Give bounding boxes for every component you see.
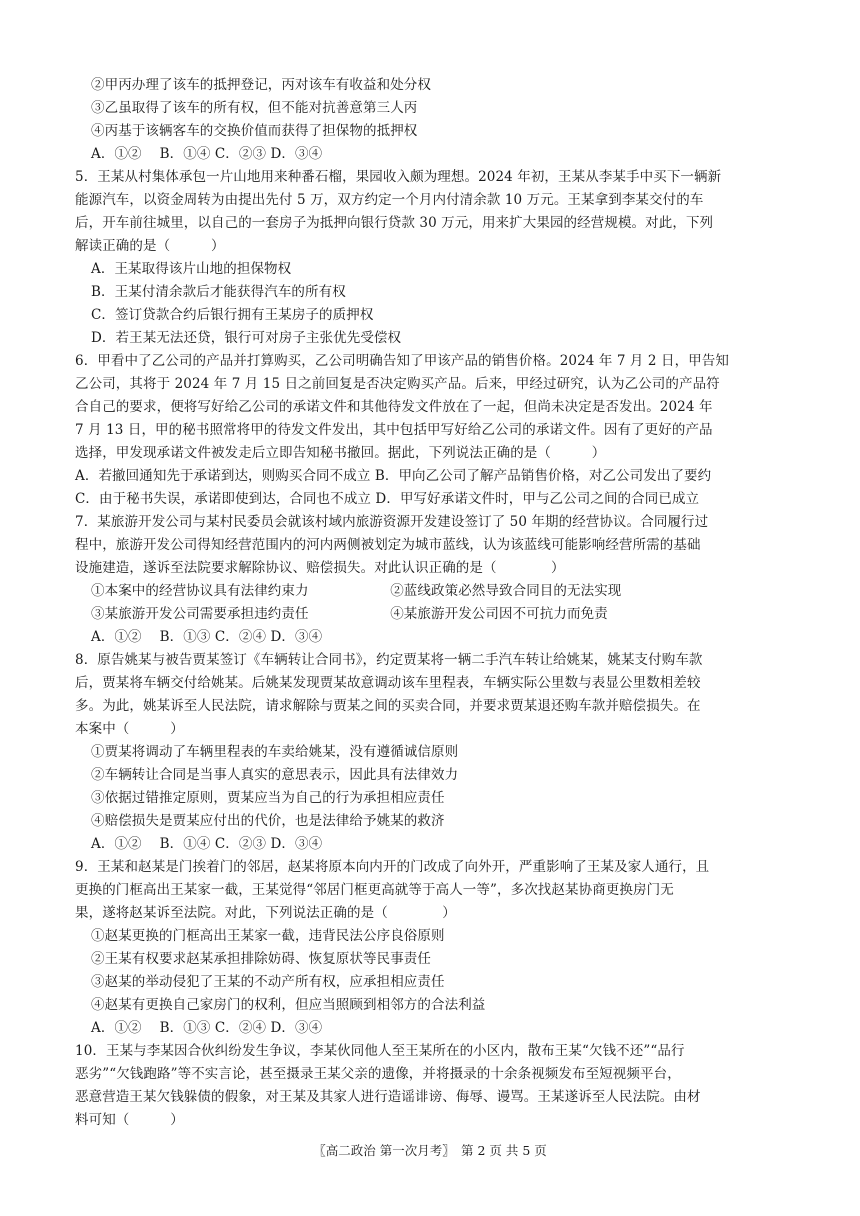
- option-line: C．由于秘书失误，承诺即使到达，合同也不成立 D．甲写好承诺文件时，甲与乙公司之间的合同已成立: [75, 491, 700, 507]
- question-text: 设施建造，遂诉至法院要求解除协议、赔偿损失。对此认识正确的是（ ）: [75, 560, 565, 576]
- question-text: 果，遂将赵某诉至法院。对此，下列说法正确的是（ ）: [75, 905, 456, 921]
- option-line: D．若王某无法还贷，银行可对房子主张优先受偿权: [91, 330, 402, 346]
- question-text: 解读正确的是（ ）: [75, 238, 225, 254]
- option-line: ②王某有权要求赵某承担排除妨碍、恢复原状等民事责任: [91, 951, 431, 967]
- question-text: 料可知（ ）: [75, 1112, 184, 1128]
- option-line: ③赵某的举动侵犯了王某的不动产所有权，应承担相应责任: [91, 974, 445, 990]
- option-line: B．王某付清余款后才能获得汽车的所有权: [91, 284, 346, 300]
- question-9-text: 9．王某和赵某是门挨着门的邻居，赵某将原本向内开的门改成了向外开，严重影响了王某及家人通行，且: [75, 859, 710, 875]
- option-line: A．王某取得该片山地的担保物权: [91, 261, 292, 277]
- question-7-text: 7．某旅游开发公司与某村民委员会就该村域内旅游资源开发建设签订了 50 年期的经营协议。合同履行过: [75, 514, 709, 530]
- option-line: ②甲丙办理了该车的抵押登记，丙对该车有收益和处分权: [91, 77, 431, 93]
- option-line: ①赵某更换的门框高出王某家一截，违背民法公序良俗原则: [91, 928, 445, 944]
- question-text: 能源汽车，以资金周转为由提出先付 5 万，双方约定一个月内付清余款 10 万元。王某拿到李某交付的车: [75, 192, 704, 208]
- question-text: 选择，甲发现承诺文件被发走后立即告知秘书撤回。据此，下列说法正确的是（ ）: [75, 445, 606, 461]
- option-line: ③依据过错推定原则，贾某应当为自己的行为承担相应责任: [91, 790, 445, 806]
- answer-choices: A．①② B．①③ C．②④ D．③④: [91, 629, 323, 645]
- option-line: ④丙基于该辆客车的交换价值而获得了担保物的抵押权: [91, 123, 418, 139]
- question-text: 乙公司，其将于 2024 年 7 月 15 日之前回复是否决定购买产品。后来，甲经过研究，认为乙公司的产品符: [75, 376, 720, 392]
- question-text: 后，贾某将车辆交付给姚某。后姚某发现贾某故意调动该车里程表，车辆实际公里数与表显公里数相差较: [75, 675, 701, 691]
- question-text: 恶意营造王某欠钱躲债的假象，对王某及其家人进行造谣诽谤、侮辱、谩骂。王某遂诉至人民法院。由材: [75, 1089, 701, 1105]
- question-text: 恶劣”“欠钱跑路”等不实言论，甚至摄录王某父亲的遗像，并将摄录的十余条视频发布至短视频平台，: [75, 1066, 681, 1082]
- answer-choices: A．①② B．①④ C．②③ D．③④: [91, 836, 323, 852]
- option-line: ③乙虽取得了该车的所有权，但不能对抗善意第三人丙: [91, 100, 418, 116]
- page-footer: 〖高二政治 第一次月考〗 第 2 页 共 5 页: [313, 1143, 547, 1158]
- option-line: ④赔偿损失是贾某应付出的代价，也是法律给予姚某的救济: [91, 813, 445, 829]
- question-text: 多。为此，姚某诉至人民法院，请求解除与贾某之间的买卖合同，并要求贾某退还购车款并赔偿损失。在: [75, 698, 701, 714]
- question-text: 7 月 13 日，甲的秘书照常将甲的待发文件发出，其中包括甲写好给乙公司的承诺文件。因有了更好的产品: [75, 422, 713, 438]
- question-8-text: 8．原告姚某与被告贾某签订《车辆转让合同书》，约定贾某将一辆二手汽车转让给姚某，姚某支付购车款: [75, 652, 703, 668]
- option-line: ②车辆转让合同是当事人真实的意思表示，因此具有法律效力: [91, 767, 459, 783]
- question-text: 程中，旅游开发公司得知经营范围内的河内两侧被划定为城市蓝线，认为该蓝线可能影响经营所需的基础: [75, 537, 701, 553]
- option-line: A．若撤回通知先于承诺到达，则购买合同不成立 B．甲向乙公司了解产品销售价格，对乙公司发出了要约: [75, 468, 712, 484]
- option-line: C．签订贷款合约后银行拥有王某房子的质押权: [91, 307, 374, 323]
- question-5-text: 5．王某从村集体承包一片山地用来种番石榴，果园收入颇为理想。2024 年初，王某从李某手中买下一辆新: [75, 169, 722, 185]
- question-text: 更换的门框高出王某家一截，王某觉得“邻居门框更高就等于高人一等”，多次找赵某协商更换房门无: [75, 882, 674, 898]
- question-text: 本案中（ ）: [75, 721, 184, 737]
- question-text: 后，开车前往城里，以自己的一套房子为抵押向银行贷款 30 万元，用来扩大果园的经营规模。对此，下列: [75, 215, 714, 231]
- question-6-text: 6．甲看中了乙公司的产品并打算购买，乙公司明确告知了甲该产品的销售价格。2024 年 7 月 2 日，甲告知: [75, 353, 729, 369]
- answer-choices: A．①② B．①④ C．②③ D．③④: [91, 146, 323, 162]
- answer-choices: A．①② B．①③ C．②④ D．③④: [91, 1020, 323, 1036]
- option-line: ①贾某将调动了车辆里程表的车卖给姚某，没有遵循诚信原则: [91, 744, 459, 760]
- option-line: ①本案中的经营协议具有法律约束力 ②蓝线政策必然导致合同目的无法实现: [91, 583, 622, 599]
- option-line: ④赵某有更换自己家房门的权利，但应当照顾到相邻方的合法利益: [91, 997, 486, 1013]
- question-10-text: 10．王某与李某因合伙纠纷发生争议，李某伙同他人至王某所在的小区内，散布王某“欠钱不还”“品行: [75, 1043, 685, 1059]
- option-line: ③某旅游开发公司需要承担违约责任 ④某旅游开发公司因不可抗力而免责: [91, 606, 608, 622]
- question-text: 合自己的要求，便将写好给乙公司的承诺文件和其他待发文件放在了一起，但尚未决定是否发出。2024 年: [75, 399, 713, 415]
